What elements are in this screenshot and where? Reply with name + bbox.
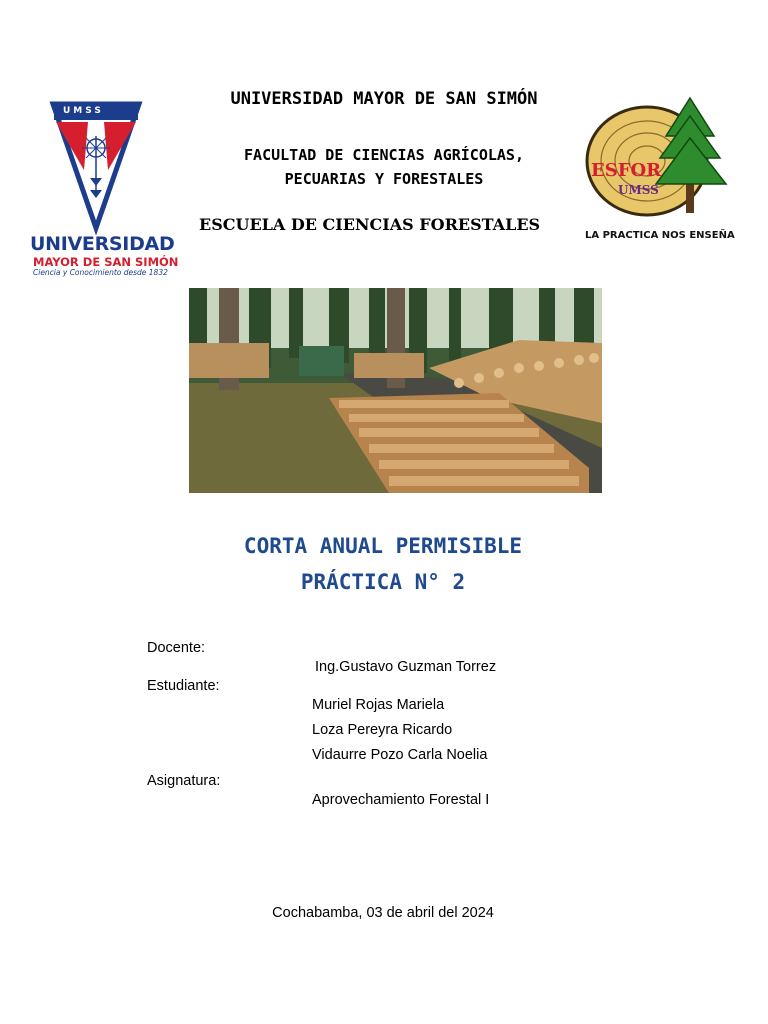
umss-logo-acronym: UMSS (63, 106, 104, 116)
umss-logo-word: UNIVERSIDAD (30, 233, 175, 255)
forest-log-piles-photo (189, 288, 602, 493)
faculty-line-2: PECUARIAS Y FORESTALES (284, 170, 484, 188)
document-title (0, 528, 766, 600)
esfor-logo-sub: UMSS (618, 183, 659, 197)
docente-name: Ing.Gustavo Guzman Torrez (315, 659, 497, 675)
student-name-1: Muriel Rojas Mariela (312, 697, 445, 713)
university-name: UNIVERSIDAD MAYOR DE SAN SIMÓN (230, 89, 538, 109)
place-date: Cochabamba, 03 de abril del 2024 (272, 905, 494, 921)
faculty-line-1: FACULTAD DE CIENCIAS AGRÍCOLAS, (244, 146, 524, 164)
student-name-3: Vidaurre Pozo Carla Noelia (312, 747, 488, 763)
esfor-motto: LA PRACTICA NOS ENSEÑA (585, 230, 735, 241)
docente-label: Docente: (147, 640, 206, 656)
student-name-2: Loza Pereyra Ricardo (312, 722, 453, 738)
title-line-1: CORTA ANUAL PERMISIBLE (243, 534, 523, 558)
asignatura-label: Asignatura: (147, 773, 221, 789)
title-line-2: PRÁCTICA N° 2 (300, 570, 466, 594)
umss-logo-tagline: Ciencia y Conocimiento desde 1832 (33, 268, 168, 277)
umss-logo-subtitle: MAYOR DE SAN SIMÓN (33, 255, 179, 269)
school-name: ESCUELA DE CIENCIAS FORESTALES (199, 215, 541, 234)
esfor-logo-name: ESFOR (591, 160, 662, 181)
asignatura-name: Aprovechamiento Forestal I (312, 792, 490, 808)
estudiante-label: Estudiante: (147, 678, 220, 694)
